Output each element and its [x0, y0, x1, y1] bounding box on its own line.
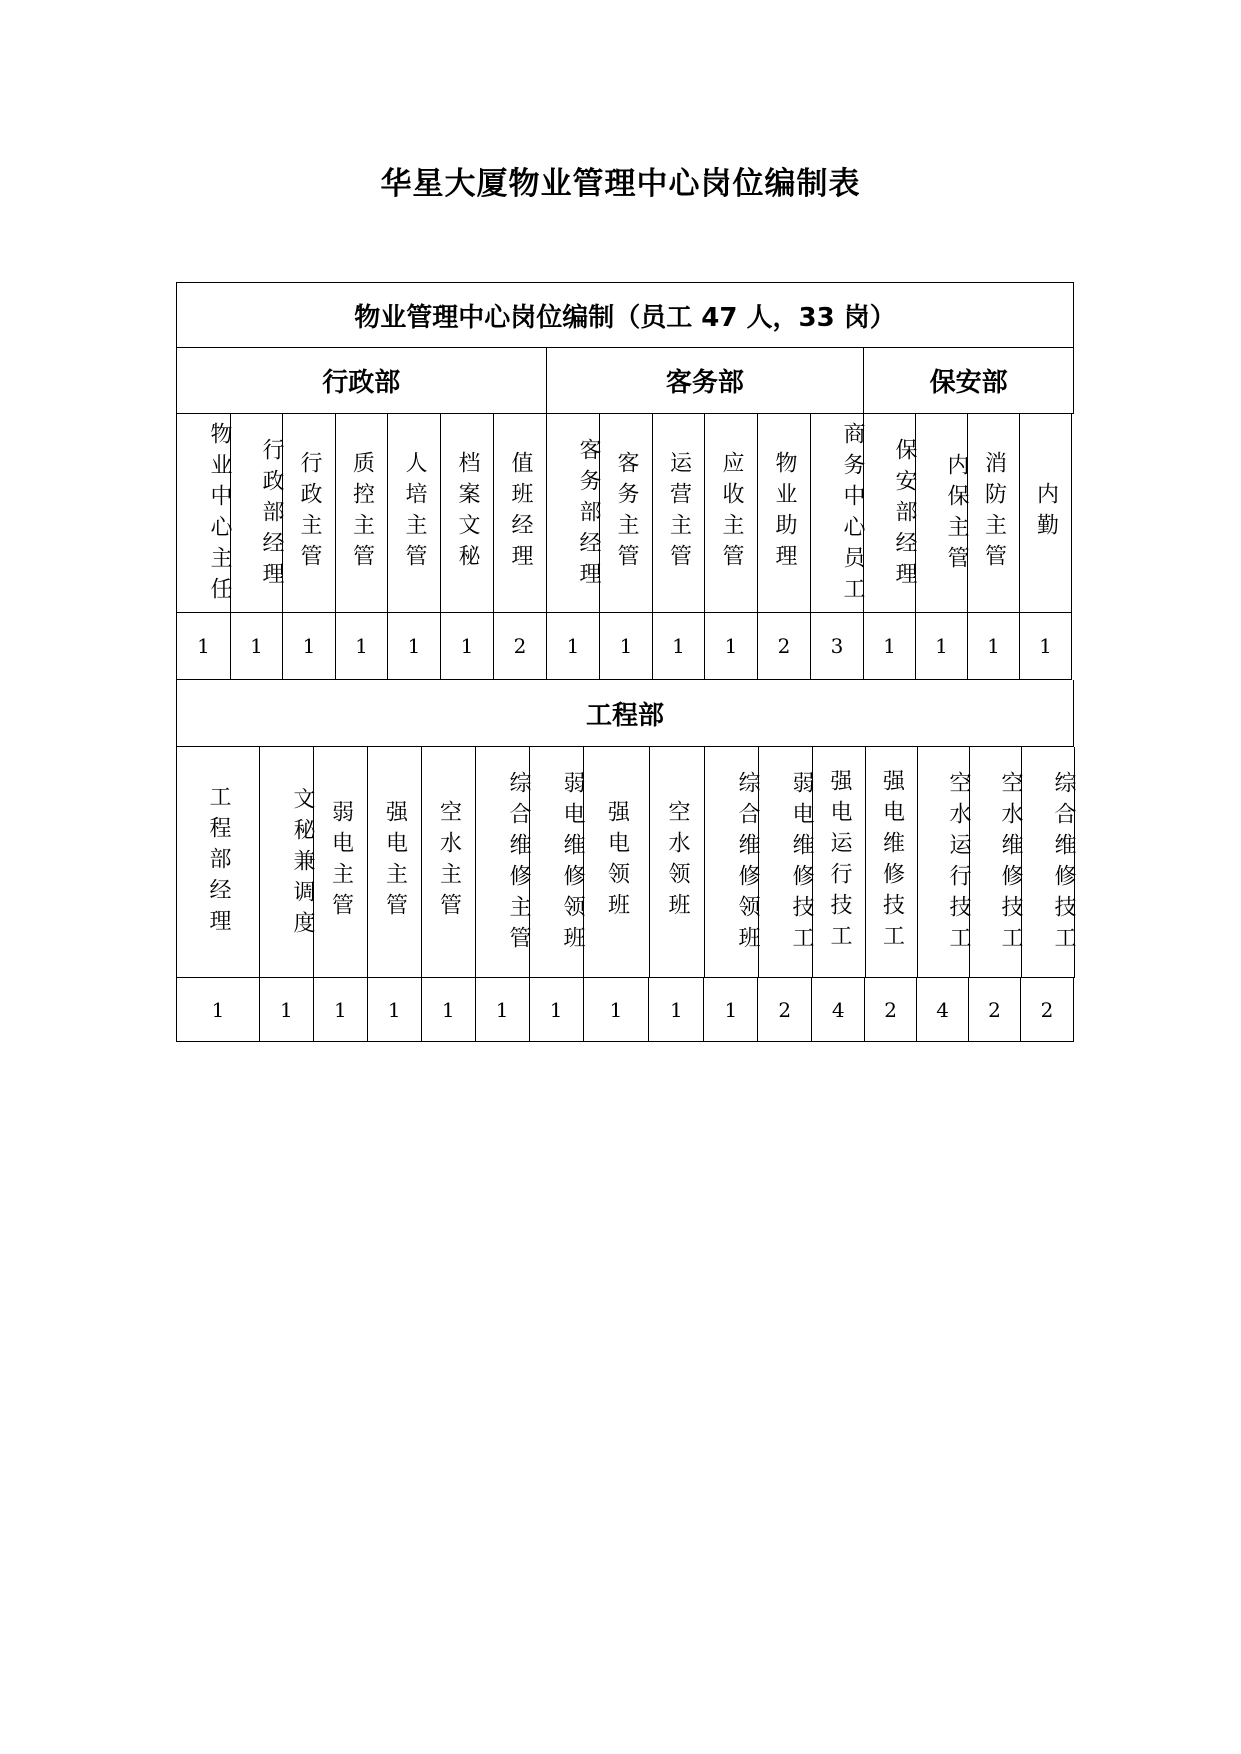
position-name-cell: 值班经理	[494, 414, 547, 613]
position-name-cell: 空水运行技工	[918, 747, 970, 978]
position-count-cell: 1	[231, 613, 283, 680]
position-name-cell: 综合维修主管	[476, 747, 530, 978]
position-count-cell: 1	[916, 613, 968, 680]
position-count-cell: 1	[864, 613, 916, 680]
position-name-cell: 内勤	[1020, 414, 1072, 613]
position-count-cell: 1	[530, 978, 584, 1042]
position-name-cell: 物业中心主任	[177, 414, 231, 613]
page-title: 华星大厦物业管理中心岗位编制表	[380, 166, 861, 202]
position-name-cell: 弱电维修领班	[530, 747, 584, 978]
position-name-cell: 空水领班	[650, 747, 705, 978]
position-name-row	[176, 414, 1074, 613]
position-count-cell: 1	[422, 978, 476, 1042]
position-name-cell: 客务主管	[600, 414, 653, 613]
dept-header: 客务部	[547, 348, 865, 414]
position-count-cell: 1	[177, 613, 231, 680]
table-summary-header: 物业管理中心岗位编制（员工 47 人，33 岗）	[177, 283, 1074, 348]
position-count-cell: 2	[1021, 978, 1074, 1042]
dept-header: 保安部	[864, 348, 1074, 414]
dept-header: 行政部	[177, 348, 547, 414]
position-name-cell: 空水维修技工	[970, 747, 1022, 978]
position-name-cell: 质控主管	[336, 414, 388, 613]
position-count-cell: 1	[968, 613, 1020, 680]
position-name-cell: 人培主管	[388, 414, 441, 613]
position-count-cell: 4	[917, 978, 969, 1042]
position-name-cell: 强电运行技工	[813, 747, 866, 978]
position-count-row	[176, 613, 1074, 680]
position-name-cell: 强电主管	[368, 747, 422, 978]
position-count-cell: 1	[441, 613, 494, 680]
position-count-cell: 1	[653, 613, 705, 680]
position-count-cell: 2	[758, 978, 812, 1042]
position-count-cell: 1	[704, 978, 758, 1042]
position-name-cell: 商务中心员工	[811, 414, 864, 613]
position-name-cell: 行政部经理	[231, 414, 283, 613]
position-name-cell: 消防主管	[968, 414, 1020, 613]
position-name-cell: 内保主管	[916, 414, 968, 613]
position-count-cell: 1	[476, 978, 530, 1042]
position-name-cell: 综合维修领班	[705, 747, 759, 978]
position-name-cell: 行政主管	[283, 414, 336, 613]
position-count-cell: 2	[865, 978, 917, 1042]
position-count-cell: 1	[260, 978, 314, 1042]
position-count-cell: 1	[283, 613, 336, 680]
position-name-cell: 应收主管	[705, 414, 758, 613]
position-name-cell: 保安部经理	[864, 414, 916, 613]
position-count-cell: 1	[314, 978, 368, 1042]
position-name-cell: 工程部经理	[177, 747, 260, 978]
position-count-cell: 1	[177, 978, 260, 1042]
position-count-cell: 2	[758, 613, 811, 680]
position-name-cell: 运营主管	[653, 414, 705, 613]
position-name-cell: 空水主管	[422, 747, 476, 978]
position-count-cell: 2	[969, 978, 1021, 1042]
position-count-cell: 1	[600, 613, 653, 680]
position-count-cell: 1	[547, 613, 600, 680]
position-name-row	[176, 747, 1074, 978]
position-count-cell: 1	[1020, 613, 1072, 680]
position-count-cell: 1	[584, 978, 650, 1042]
position-name-cell: 客务部经理	[547, 414, 600, 613]
position-name-cell: 综合维修技工	[1022, 747, 1075, 978]
position-name-cell: 档案文秘	[441, 414, 494, 613]
position-count-cell: 1	[388, 613, 441, 680]
position-count-cell: 2	[494, 613, 547, 680]
position-name-cell: 弱电维修技工	[759, 747, 813, 978]
position-count-cell: 3	[811, 613, 864, 680]
position-count-row	[176, 978, 1074, 1042]
dept-header: 工程部	[177, 680, 1074, 747]
position-name-cell: 弱电主管	[314, 747, 368, 978]
position-name-cell: 文秘兼调度	[260, 747, 314, 978]
position-count-cell: 1	[336, 613, 388, 680]
position-name-cell: 强电领班	[584, 747, 650, 978]
department-header-row	[176, 348, 1074, 414]
position-count-cell: 1	[368, 978, 422, 1042]
staffing-table	[176, 282, 1074, 1042]
position-name-cell: 强电维修技工	[866, 747, 918, 978]
position-name-cell: 物业助理	[758, 414, 811, 613]
position-count-cell: 1	[649, 978, 704, 1042]
position-count-cell: 1	[705, 613, 758, 680]
position-count-cell: 4	[812, 978, 865, 1042]
